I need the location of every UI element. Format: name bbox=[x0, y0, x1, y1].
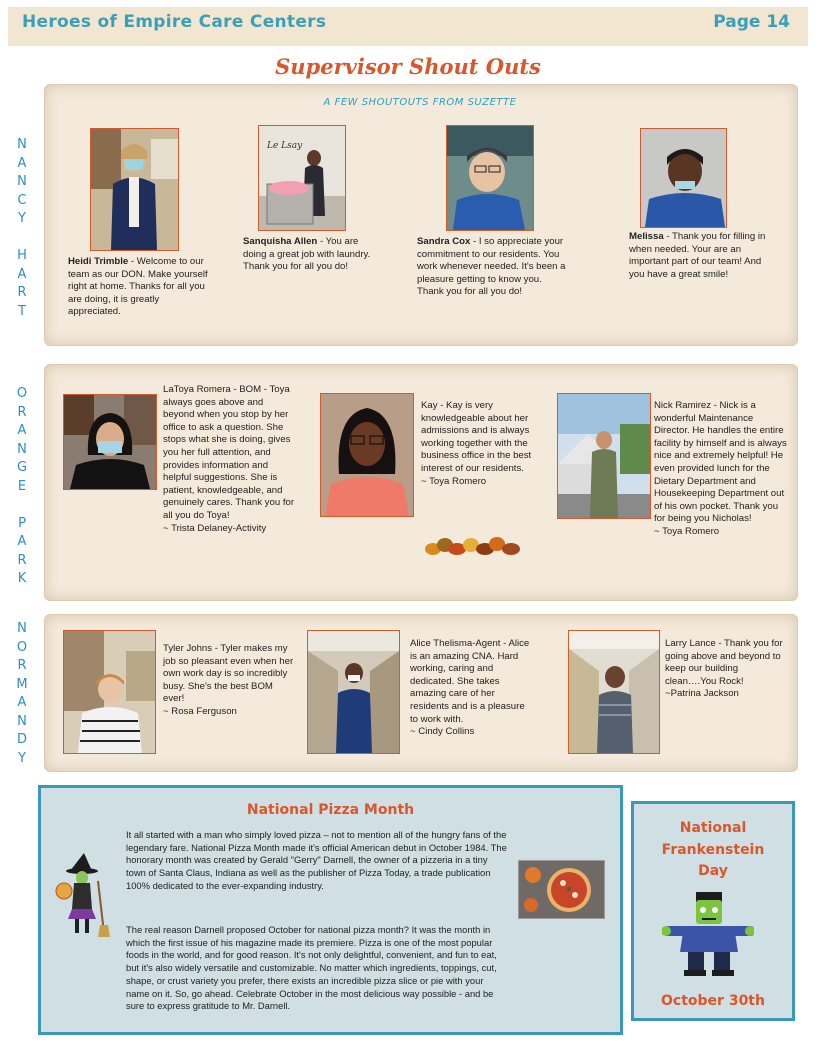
vertical-label-letter: A bbox=[17, 155, 27, 171]
photo-melissa bbox=[640, 128, 727, 228]
pizza-month-paragraph-1: It all started with a man who simply loved pizza – not to mention all of the hungry fans of the legendary fare. National Pizza Month made it's official American debut in October 1984. The honorary month was created by Gerald "Gerry" Darnell, the owner of a pizzeria in a tiny town of Santa Claus, Indiana as well as the publisher of Pizza Today, a trade publication 100% dedicated to the ever-expanding industry. bbox=[126, 829, 507, 891]
vertical-label-letter: A bbox=[17, 423, 27, 438]
frankenstein-day-date: October 30th bbox=[661, 993, 765, 1009]
shoutout-sanquisha-allen: Sanquisha Allen - You are doing a great job with laundry. Thank you for all you do! bbox=[243, 236, 371, 273]
vertical-label-letter: K bbox=[17, 571, 27, 586]
frankenstein-day-title: National Frankenstein Day bbox=[661, 820, 765, 879]
vertical-label-letter: O bbox=[16, 639, 28, 655]
vertical-label-letter: C bbox=[17, 192, 27, 208]
photo-kay bbox=[320, 393, 414, 517]
photo-sandra-cox bbox=[446, 125, 534, 231]
frankenstein-cartoon-image bbox=[662, 886, 754, 978]
vertical-label-letter: A bbox=[17, 534, 27, 549]
shoutout-tyler-johns: Tyler Johns - Tyler makes my job so pleasant even when her own work day is so incredibly busy. She's the best BOM ever! ~ Rosa Ferguson bbox=[163, 643, 294, 717]
vertical-label-letter: R bbox=[17, 658, 27, 673]
vertical-label-letter: O bbox=[16, 386, 28, 401]
nancy-hart-vertical-label bbox=[12, 136, 32, 321]
shoutout-kay: Kay - Kay is very knowledgeable about her admissions and is always working together with the business office in the best interest of our residents. ~ Toya Romero bbox=[421, 400, 532, 487]
vertical-label-letter: R bbox=[17, 285, 27, 300]
vertical-label-letter: P bbox=[18, 515, 26, 531]
pizza-month-paragraph-2: The real reason Darnell proposed October for national pizza month? It was the month in which the first issue of his magazine made its premiere. Pizza is one of the most popular foods in the world, and for good reason. It's not only delightful, convenient, and fun to eat, but it's also widely versatile and customizable. No matter which ingredients, toppings, cut, shape, or crust variety you prefer, there exists an incredible pizza slice or pie with your name on it. So, go ahead. Celebrate October in the most delicious way possible - and be sure to express gratitude to Mr. Darnell. bbox=[126, 924, 497, 1012]
vertical-label-letter bbox=[12, 496, 32, 515]
shoutout-nick-ramirez: Nick Ramirez - Nick is a wonderful Maintenance Director. He handles the entire facility by himself and is always nice and extremely helpful! He even provided lunch for the Dietary Department and Housekeeping Department out of his own pocket. Thank you for being you Nicholas! ~ Toya Romero bbox=[654, 400, 787, 537]
photo-latoya-romera bbox=[63, 394, 157, 490]
svg-text:Le Lsay: Le Lsay bbox=[267, 141, 303, 151]
vertical-label-letter: G bbox=[16, 460, 28, 475]
photo-nick-ramirez bbox=[557, 393, 651, 519]
vertical-label-letter: Y bbox=[18, 211, 26, 226]
vertical-label-letter: M bbox=[16, 676, 28, 692]
witch-pizza-image bbox=[54, 853, 110, 937]
newsletter-title: Heroes of Empire Care Centers bbox=[22, 12, 327, 32]
vertical-label-letter: D bbox=[16, 732, 27, 747]
shoutout-latoya-romera: LaToya Romera - BOM - Toya always goes above and beyond when you stop by her office to ask a question. She stops what she is doing, gives you her full attention, and provides information and helpful suggestions. She is patient, knowledgeable, and genuinely cares. Thank you for all you do Toya! ~ Trista Delaney-Activity bbox=[163, 384, 295, 534]
section-title: Supervisor Shout Outs bbox=[275, 54, 541, 79]
vertical-label-letter: N bbox=[17, 441, 27, 457]
vertical-label-letter bbox=[12, 229, 32, 248]
vertical-label-letter: A bbox=[17, 695, 27, 710]
orange-park-vertical-label bbox=[12, 385, 32, 589]
photo-larry-lance bbox=[568, 630, 660, 754]
photo-sanquisha-allen bbox=[258, 125, 346, 231]
vertical-label-letter: N bbox=[17, 174, 27, 189]
vertical-label-letter: Y bbox=[18, 750, 26, 766]
vertical-label-letter: N bbox=[17, 621, 27, 636]
photo-alice-thelisma bbox=[307, 630, 400, 754]
shoutout-alice-thelisma: Alice Thelisma-Agent - Alice is an amazing CNA. Hard working, caring and dedicated. She takes amazing care of her residents and is a pleasure to work with. ~ Cindy Collins bbox=[410, 638, 530, 738]
shoutout-melissa: Melissa - Thank you for filling in when needed. Your are an important part of our team! And you have a great smile! bbox=[629, 231, 766, 280]
vertical-label-letter: E bbox=[17, 478, 27, 494]
shoutout-larry-lance: Larry Lance - Thank you for going above and beyond to keep our building clean….You Rock! ~Patrina Jackson bbox=[665, 638, 783, 700]
page-number: Page 14 bbox=[713, 12, 790, 32]
normandy-vertical-label bbox=[12, 620, 32, 768]
pizza-month-title: National Pizza Month bbox=[246, 802, 415, 818]
vertical-label-letter: A bbox=[17, 266, 27, 282]
nancy-hart-subtitle: A FEW SHOUTOUTS FROM SUZETTE bbox=[323, 97, 517, 108]
photo-heidi-trimble bbox=[90, 128, 179, 251]
shoutout-heidi-trimble: Heidi Trimble - Welcome to our team as our DON. Make yourself right at home. Thanks for all you are doing, it is greatly appreciated. bbox=[68, 256, 208, 318]
vertical-label-letter: N bbox=[17, 713, 27, 729]
autumn-leaves-image bbox=[425, 533, 521, 561]
photo-tyler-johns bbox=[63, 630, 156, 754]
vertical-label-letter: R bbox=[17, 552, 27, 568]
vertical-label-letter: R bbox=[17, 404, 27, 420]
vertical-label-letter: T bbox=[18, 303, 26, 319]
pizza-photo bbox=[518, 860, 605, 919]
vertical-label-letter: H bbox=[17, 248, 27, 263]
vertical-label-letter: N bbox=[17, 137, 27, 152]
shoutout-sandra-cox: Sandra Cox - I so appreciate your commitment to our residents. You work whenever needed. It's been a pleasure getting to know you. Thank you for all you do! bbox=[417, 236, 566, 298]
